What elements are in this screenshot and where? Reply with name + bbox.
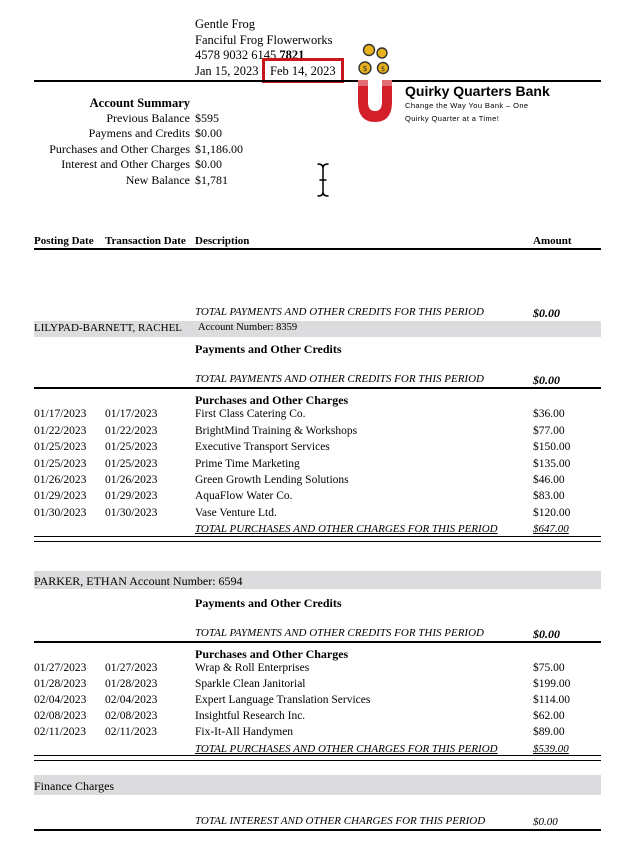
summary-value: $1,781 xyxy=(195,173,228,187)
table-row xyxy=(0,474,624,490)
bank-logo xyxy=(356,42,400,128)
purchases-total-label: TOTAL PURCHASES AND OTHER CHARGES FOR THIS PERIOD xyxy=(195,743,498,755)
amount: $83.00 xyxy=(533,490,565,502)
transaction-date: 01/30/2023 xyxy=(105,507,158,519)
transaction-date: 01/26/2023 xyxy=(105,474,158,486)
section-divider xyxy=(34,387,601,389)
transaction-date: 01/29/2023 xyxy=(105,490,158,502)
payments-title: Payments and Other Credits xyxy=(195,342,342,356)
account-holder: LILYPAD-BARNETT, RACHEL xyxy=(34,322,183,334)
posting-date: 01/26/2023 xyxy=(34,474,87,486)
purchases-title: Purchases and Other Charges xyxy=(195,393,349,407)
posting-date: 02/11/2023 xyxy=(34,726,86,738)
table-row xyxy=(0,408,624,424)
summary-label: Paymens and Credits xyxy=(88,126,190,140)
col-amount: Amount xyxy=(533,235,572,247)
table-row xyxy=(0,710,624,726)
bank-tagline-2: Quirky Quarter at a Time! xyxy=(405,114,500,123)
period-end: Feb 14, 2023 xyxy=(270,64,336,78)
summary-title: Account Summary xyxy=(89,96,190,110)
payments-total-label: TOTAL PAYMENTS AND OTHER CREDITS FOR THIS PERIOD xyxy=(195,627,484,639)
amount: $150.00 xyxy=(533,441,571,453)
account-number: Account Number: 8359 xyxy=(198,322,298,333)
payments-title: Payments and Other Credits xyxy=(195,596,342,610)
section-divider xyxy=(34,641,601,643)
table-row xyxy=(0,726,624,742)
account-number: Account Number: 6594 xyxy=(129,574,243,588)
description: Green Growth Lending Solutions xyxy=(195,474,349,486)
header-divider xyxy=(34,80,358,82)
customer-name: Gentle Frog xyxy=(195,17,256,31)
top-payments-total: $0.00 xyxy=(533,306,560,320)
description: AquaFlow Water Co. xyxy=(195,490,293,502)
payments-total-label: TOTAL PAYMENTS AND OTHER CREDITS FOR THIS PERIOD xyxy=(195,373,484,385)
summary-label: Purchases and Other Charges xyxy=(49,142,190,156)
amount: $120.00 xyxy=(533,507,571,519)
purchases-total: $539.00 xyxy=(533,743,569,755)
card-number-prefix: 4578 9032 6145 xyxy=(195,48,280,62)
section-double-divider xyxy=(34,755,601,761)
description: Prime Time Marketing xyxy=(195,458,300,470)
description: BrightMind Training & Workshops xyxy=(195,425,358,437)
posting-date: 01/25/2023 xyxy=(34,458,87,470)
col-transaction-date: Transaction Date xyxy=(105,235,186,247)
amount: $62.00 xyxy=(533,710,565,722)
table-row xyxy=(0,458,624,474)
summary-value: $0.00 xyxy=(195,157,222,171)
summary-value: $595 xyxy=(195,111,219,125)
description: Executive Transport Services xyxy=(195,441,330,453)
purchases-total-label: TOTAL PURCHASES AND OTHER CHARGES FOR THIS PERIOD xyxy=(195,523,498,535)
amount: $89.00 xyxy=(533,726,565,738)
company-name: Fanciful Frog Flowerworks xyxy=(195,33,333,47)
col-description: Description xyxy=(195,235,250,247)
summary-label: New Balance xyxy=(125,173,190,187)
svg-text:$: $ xyxy=(362,64,368,73)
finance-total: $0.00 xyxy=(533,816,558,828)
svg-text:$: $ xyxy=(380,65,386,73)
table-row xyxy=(0,678,624,694)
bank-name: Quirky Quarters Bank xyxy=(405,83,550,99)
column-divider xyxy=(34,248,601,250)
summary-label: Interest and Other Charges xyxy=(61,157,190,171)
col-posting-date: Posting Date xyxy=(34,235,94,247)
summary-label: Previous Balance xyxy=(106,111,190,125)
posting-date: 02/08/2023 xyxy=(34,710,87,722)
posting-date: 01/27/2023 xyxy=(34,662,87,674)
amount: $36.00 xyxy=(533,408,565,420)
finance-divider xyxy=(34,829,601,831)
finance-title: Finance Charges xyxy=(34,779,115,793)
posting-date: 01/29/2023 xyxy=(34,490,87,502)
purchases-title: Purchases and Other Charges xyxy=(195,647,349,661)
payments-total: $0.00 xyxy=(533,373,560,387)
description: Wrap & Roll Enterprises xyxy=(195,662,310,674)
bank-tagline-1: Change the Way You Bank – One xyxy=(405,101,529,110)
header-divider-right xyxy=(392,80,601,82)
text-cursor-icon xyxy=(315,162,331,198)
table-row xyxy=(0,425,624,441)
payments-total: $0.00 xyxy=(533,627,560,641)
description: Insightful Research Inc. xyxy=(195,710,306,722)
posting-date: 01/30/2023 xyxy=(34,507,87,519)
transaction-date: 02/04/2023 xyxy=(105,694,158,706)
posting-date: 01/28/2023 xyxy=(34,678,87,690)
table-row xyxy=(0,441,624,457)
transaction-date: 01/22/2023 xyxy=(105,425,158,437)
description: First Class Catering Co. xyxy=(195,408,306,420)
amount: $199.00 xyxy=(533,678,571,690)
summary-value: $0.00 xyxy=(195,126,222,140)
finance-header-bar xyxy=(34,775,601,795)
summary-value: $1,186.00 xyxy=(195,142,243,156)
transaction-date: 02/11/2023 xyxy=(105,726,157,738)
transaction-date: 01/27/2023 xyxy=(105,662,158,674)
description: Expert Language Translation Services xyxy=(195,694,371,706)
description: Sparkle Clean Janitorial xyxy=(195,678,306,690)
finance-total-label: TOTAL INTEREST AND OTHER CHARGES FOR THIS PERIOD xyxy=(195,815,486,827)
section-double-divider xyxy=(34,536,601,542)
transaction-date: 01/25/2023 xyxy=(105,458,158,470)
transaction-date: 01/28/2023 xyxy=(105,678,158,690)
amount: $135.00 xyxy=(533,458,571,470)
account-holder: PARKER, ETHAN xyxy=(34,574,127,588)
description: Vase Venture Ltd. xyxy=(195,507,277,519)
amount: $114.00 xyxy=(533,694,570,706)
amount: $46.00 xyxy=(533,474,565,486)
posting-date: 02/04/2023 xyxy=(34,694,87,706)
purchases-total: $647.00 xyxy=(533,523,569,535)
card-number-last: 7821 xyxy=(279,48,305,62)
transaction-date: 02/08/2023 xyxy=(105,710,158,722)
amount: $75.00 xyxy=(533,662,565,674)
top-payments-total-label: TOTAL PAYMENTS AND OTHER CREDITS FOR THIS PERIOD xyxy=(195,306,484,318)
magnet-coins-icon xyxy=(356,42,400,128)
amount: $77.00 xyxy=(533,425,565,437)
posting-date: 01/17/2023 xyxy=(34,408,87,420)
table-row xyxy=(0,507,624,523)
description: Fix-It-All Handymen xyxy=(195,726,294,738)
period-start: Jan 15, 2023 xyxy=(195,64,259,78)
posting-date: 01/25/2023 xyxy=(34,441,87,453)
account-holder-line xyxy=(34,574,243,589)
table-row xyxy=(0,490,624,506)
table-row xyxy=(0,662,624,678)
table-row xyxy=(0,694,624,710)
posting-date: 01/22/2023 xyxy=(34,425,87,437)
transaction-date: 01/25/2023 xyxy=(105,441,158,453)
transaction-date: 01/17/2023 xyxy=(105,408,158,420)
